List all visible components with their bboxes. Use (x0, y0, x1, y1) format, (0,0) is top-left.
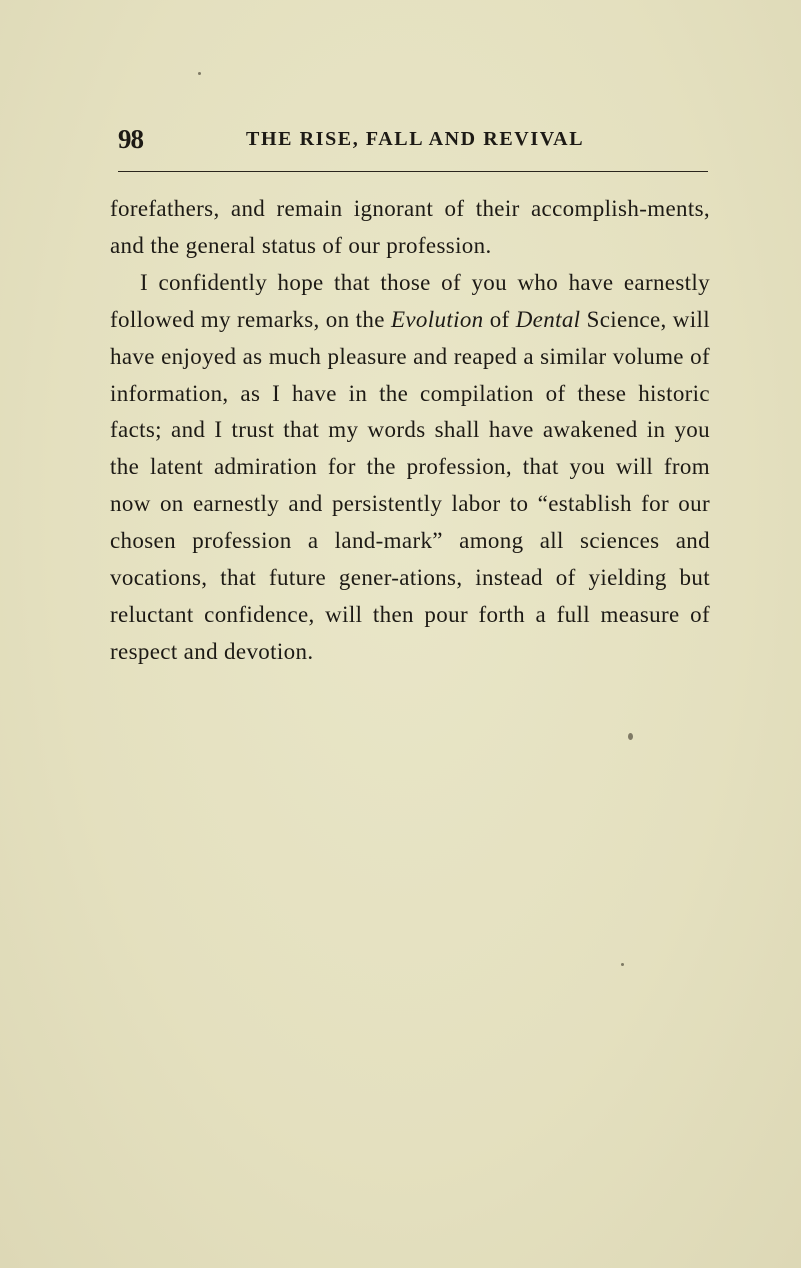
body-text (110, 191, 710, 671)
italic-dental: Dental (515, 306, 581, 332)
paragraph-2-text-a: I confidently hope that those of you who have earnestly followed my remarks, on the (110, 269, 710, 332)
paragraph-2-text-c: Science, will have enjoyed as much pleasure and reaped a similar volume of information, as I have in the compilation of these historic facts; and I trust that my words shall have awakened in you the latent admiration for the profession, that you will from now on earnestly and persistently labor to “establish for our chosen profession a land-mark” among all sciences and vocations, that future gener-ations, instead of yielding but reluctant confidence, will then pour forth a full measure of respect and devotion. (110, 306, 710, 664)
header-rule (118, 171, 708, 172)
italic-evolution: Evolution (390, 306, 484, 332)
paragraph-2 (110, 265, 710, 671)
paper-speck (198, 72, 201, 75)
page-header (118, 124, 708, 158)
paragraph-1: forefathers, and remain ignorant of their accomplish-ments, and the general status of our profession. (110, 196, 710, 258)
paragraph-2-text-b: of (483, 306, 516, 332)
page-number: 98 (118, 124, 143, 154)
paper-speck (628, 733, 633, 740)
paper-speck (621, 963, 624, 966)
running-head: THE RISE, FALL AND REVIVAL (246, 128, 585, 150)
